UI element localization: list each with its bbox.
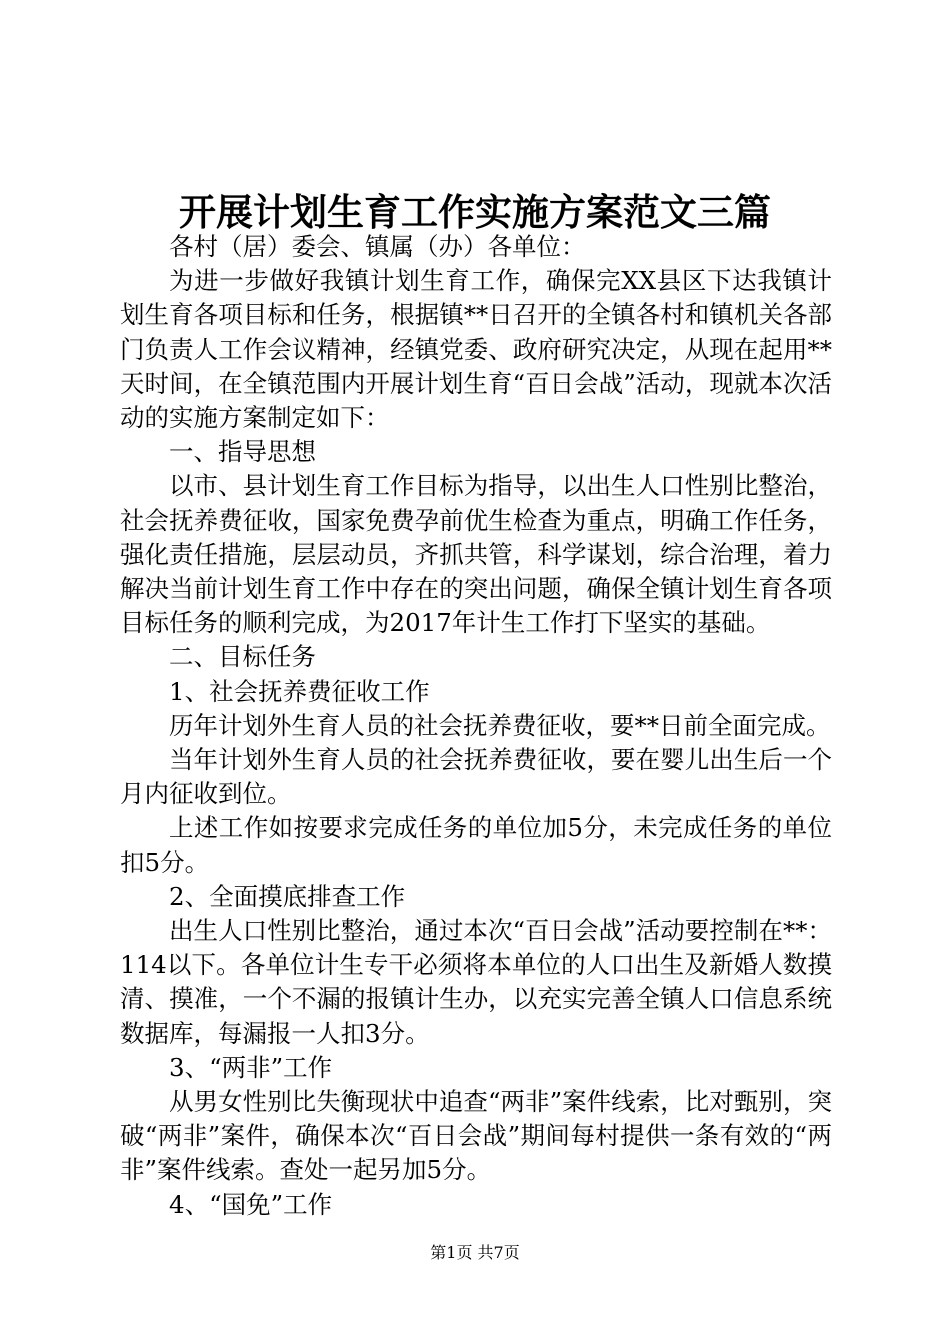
paragraph-survey: 出生人口性别比整治，通过本次“百日会战”活动要控制在**：114以下。各单位计生专干必须将本单位的人口出生及新婚人数摸清、摸准，一个不漏的报镇计生办，以充实完善全镇人口信息系统数据库，每漏报一人扣3分。 <box>120 916 832 1048</box>
guiding-thought-paragraph: 以市、县计划生育工作目标为指导，以出生人口性别比整治，社会抚养费征收，国家免费孕前优生检查为重点，明确工作任务，强化责任措施，层层动员，齐抓共管，科学谋划，综合治理，着力解决当前计划生育工作中存在的突出问题，确保全镇计划生育各项目标任务的顺利完成，为2017年计生工作打下坚实的基础。 <box>120 471 832 638</box>
paragraph-past-fees: 历年计划外生育人员的社会抚养费征收，要**日前全面完成。 <box>169 710 831 740</box>
subheading-social-fee: 1、社会抚养费征收工作 <box>169 676 430 706</box>
page-title: 开展计划生育工作实施方案范文三篇 <box>179 190 771 234</box>
page-footer: 第1页 共7页 <box>430 1243 520 1262</box>
paragraph-scoring: 上述工作如按要求完成任务的单位加5分，未完成任务的单位扣5分。 <box>120 813 832 877</box>
salutation: 各村（居）委会、镇属（办）各单位： <box>169 232 586 261</box>
section-heading-goals: 二、目标任务 <box>169 642 316 672</box>
subheading-two-nons: 3、“两非”工作 <box>169 1052 333 1082</box>
document-body <box>120 230 832 1222</box>
paragraph-two-nons: 从男女性别比失衡现状中追查“两非”案件线索，比对甄别，突破“两非”案件，确保本次“百日会战”期间每村提供一条有效的“两非”案件线索。查处一起另加5分。 <box>120 1087 832 1185</box>
subheading-national-free: 4、“国免”工作 <box>169 1189 333 1219</box>
intro-paragraph: 为进一步做好我镇计划生育工作，确保完XX县区下达我镇计划生育各项目标和任务，根据镇**日召开的全镇各村和镇机关各部门负责人工作会议精神，经镇党委、政府研究决定，从现在起用**天时间，在全镇范围内开展计划生育“百日会战”活动，现就本次活动的实施方案制定如下： <box>120 266 832 433</box>
section-heading-guiding-thought: 一、指导思想 <box>169 437 316 467</box>
paragraph-current-fees: 当年计划外生育人员的社会抚养费征收，要在婴儿出生后一个月内征收到位。 <box>120 745 832 809</box>
subheading-survey: 2、全面摸底排查工作 <box>169 881 406 911</box>
